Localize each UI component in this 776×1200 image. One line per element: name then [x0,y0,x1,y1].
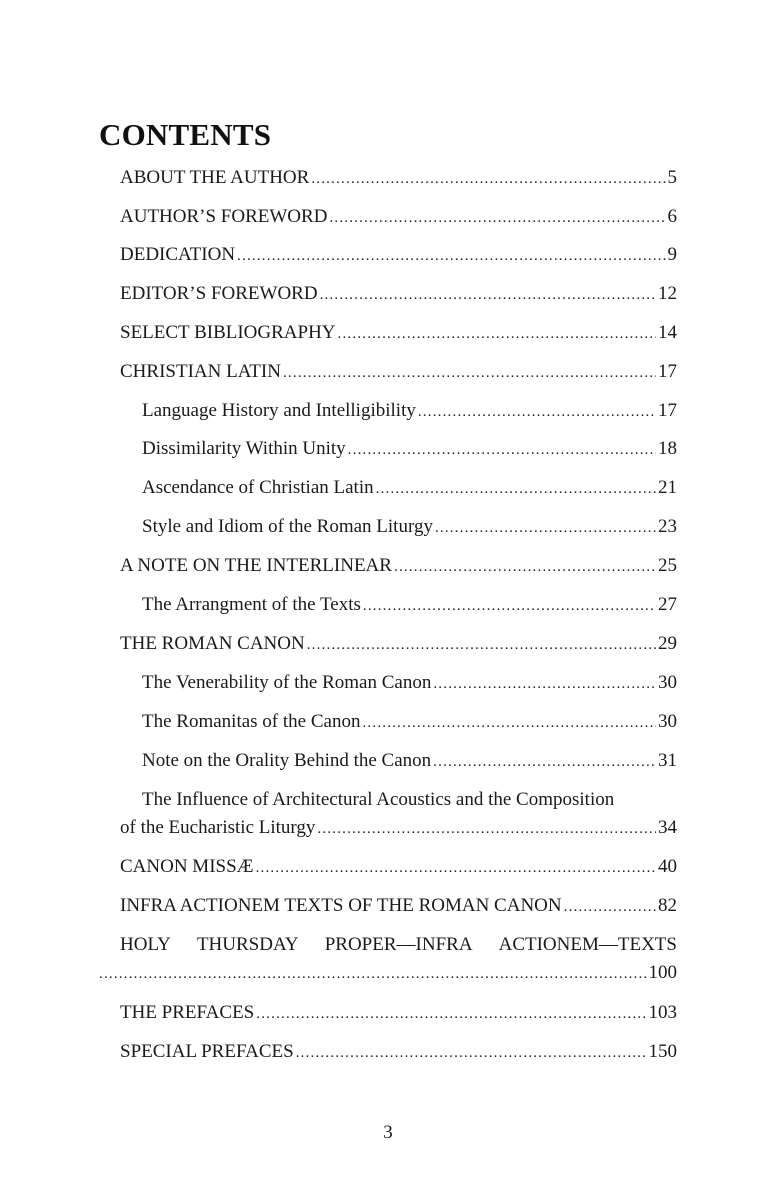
toc-entry-select-bibliography[interactable] [120,319,677,347]
dot-leader [362,709,656,737]
dot-leader [433,748,656,776]
toc-entry-title: CHRISTIAN LATIN [120,361,281,382]
toc-entry-title: Ascendance of Christian Latin [142,477,374,498]
toc-entry-page: 31 [658,750,677,771]
toc-entry-title: CANON MISSÆ [120,856,254,877]
toc-entry-orality[interactable] [142,747,677,775]
toc-entry-page: 18 [658,438,677,459]
toc-entry-line2 [99,959,677,987]
toc-entry-page: 23 [658,516,677,537]
dot-leader [283,359,656,387]
toc-entry-venerability[interactable] [142,669,677,697]
toc-entry-title-word: HOLY [120,934,171,955]
toc-entry-title: Language History and Intelligibility [142,400,416,421]
toc-entry-title: THE ROMAN CANON [120,633,305,654]
toc-entry-infra-actionem-texts[interactable] [120,892,677,920]
toc-entry-title-word: THURSDAY [196,934,299,955]
toc-entry-about-the-author[interactable] [120,164,677,192]
toc-entry-title: The Arrangment of the Texts [142,594,361,615]
toc-entry-title: INFRA ACTIONEM TEXTS OF THE ROMAN CANON [120,895,562,916]
dot-leader [320,281,656,309]
toc-entry-page: 5 [667,167,677,188]
dot-leader [237,242,665,270]
page-title: CONTENTS [99,117,272,152]
toc-entry-title: SPECIAL PREFACES [120,1041,294,1062]
toc-entry-page: 9 [667,244,677,265]
dot-leader [394,553,656,581]
toc-entry-title: DEDICATION [120,244,236,265]
toc-entry-title: Style and Idiom of the Roman Liturgy [142,516,433,537]
toc-entry-page: 30 [658,711,677,732]
toc-entry-title: Note on the Orality Behind the Canon [142,750,432,771]
toc-entry-title-line1: The Influence of Architectural Acoustics and the Composition [142,789,615,810]
toc-entry-page: 6 [667,206,677,227]
toc-entry-title: SELECT BIBLIOGRAPHY [120,322,336,343]
toc-entry-title: AUTHOR’S FOREWORD [120,206,328,227]
toc-entry-title-justified [120,931,677,959]
toc-entry-style-and-idiom[interactable] [142,513,677,541]
toc-entry-page: 12 [658,283,677,304]
toc-entry-title: Dissimilarity Within Unity [142,438,346,459]
toc-entry-title: The Romanitas of the Canon [142,711,361,732]
toc-entry-christian-latin[interactable] [120,358,677,386]
dot-leader [307,631,656,659]
toc-entry-page: 100 [648,962,677,983]
toc-entry-note-on-the-interlinear[interactable] [120,552,677,580]
toc-entry-page: 150 [648,1041,677,1062]
dot-leader [376,475,656,503]
toc-entry-page: 14 [658,322,677,343]
dot-leader [363,592,656,620]
dot-leader [435,514,656,542]
dot-leader [564,893,656,921]
toc-entry-page: 82 [658,895,677,916]
toc-entry-special-prefaces[interactable] [120,1038,677,1066]
dot-leader [329,204,665,232]
toc-entry-page: 40 [658,856,677,877]
toc-entry-page: 30 [658,672,677,693]
toc-entry-page: 27 [658,594,677,615]
toc-entry-language-history[interactable] [142,397,677,425]
dot-leader [296,1039,647,1067]
dot-leader [256,854,656,882]
toc-entry-dedication[interactable] [120,241,677,269]
toc-entry-page: 34 [658,817,677,838]
toc-entry-title: The Venerability of the Roman Canon [142,672,432,693]
toc-entry-canon-missae[interactable] [120,853,677,881]
toc-entry-title: ABOUT THE AUTHOR [120,167,310,188]
toc-entry-authors-foreword[interactable] [120,203,677,231]
toc-entry-ascendance-of-christian-latin[interactable] [142,474,677,502]
toc-entry-arrangment-of-the-texts[interactable] [142,591,677,619]
page-number: 3 [383,1122,393,1143]
toc-entry-page: 17 [658,361,677,382]
dot-leader [433,670,656,698]
toc-entry-line2 [120,814,677,842]
dot-leader [99,960,647,988]
toc-entry-page: 29 [658,633,677,654]
dot-leader [256,1000,646,1028]
dot-leader [311,165,665,193]
toc-entry-page: 21 [658,477,677,498]
toc-entry-page: 103 [648,1002,677,1023]
toc-entry-title: EDITOR’S FOREWORD [120,283,318,304]
dot-leader [348,436,656,464]
toc-entry-page: 25 [658,555,677,576]
toc-entry-page: 17 [658,400,677,421]
dot-leader [338,320,656,348]
toc-entry-title-word: ACTIONEM—TEXTS [498,934,677,955]
toc-entry-editors-foreword[interactable] [120,280,677,308]
toc-entry-the-roman-canon[interactable] [120,630,677,658]
toc-entry-title-line2: of the Eucharistic Liturgy [120,817,316,838]
toc-entry-title: A NOTE ON THE INTERLINEAR [120,555,392,576]
dot-leader [418,398,656,426]
toc-entry-title-word: PROPER—INFRA [324,934,473,955]
toc-entry-dissimilarity-within-unity[interactable] [142,435,677,463]
dot-leader [317,815,656,843]
toc-entry-title: THE PREFACES [120,1002,255,1023]
toc-entry-the-prefaces[interactable] [120,999,677,1027]
toc-entry-romanitas[interactable] [142,708,677,736]
